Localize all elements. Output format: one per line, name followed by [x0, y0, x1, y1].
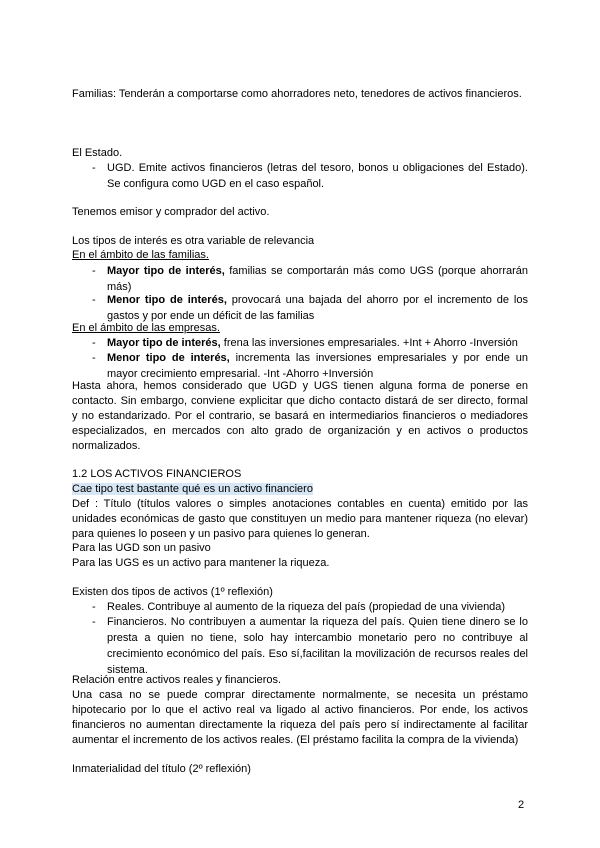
- bold-term: Mayor tipo de interés,: [107, 337, 221, 349]
- bullet-marker: -: [92, 337, 96, 349]
- highlighted-text: Cae tipo test bastante qué es un activo financiero: [72, 483, 313, 495]
- casa-line-4: aumentar el incremento de los activos reales. (El préstamo facilita la compra de la vivienda): [72, 734, 519, 746]
- bold-term: Mayor tipo de interés,: [107, 265, 225, 277]
- ugd-bullet-text: UGD. Emite activos financieros (letras del tesoro, bonos u obligaciones del Estado). Se configura como UGD en el caso español.: [107, 162, 528, 190]
- existen-line: Existen dos tipos de activos (1º reflexión): [72, 586, 273, 598]
- relacion-line: Relación entre activos reales y financieros.: [72, 674, 282, 686]
- hasta-line-5: normalizados.: [72, 440, 141, 452]
- estado-heading: El Estado.: [72, 147, 123, 159]
- bold-term: Menor tipo de interés,: [107, 294, 227, 306]
- fam-mayor-bullet: [107, 263, 528, 295]
- highlight-note: [72, 482, 313, 496]
- hasta-line-3: y no estandarizado. Por el contrario, se basará en intermediarios financieros o mediadores: [72, 410, 528, 422]
- bullet-marker: -: [92, 601, 96, 613]
- casa-line-3: financieros no aumentan directamente la riqueza del país pero sí indirectamente al facilitar: [72, 719, 528, 731]
- financieros-bullet: Financieros. No contribuyen a aumentar la riqueza del país. Quien tiene dinero se lo presta a quien no tiene, solo hay intercambio monetario pero no contribuye al crecimiento económico del país. Eso sí,facilitan la movilización de recursos reales del sistema.: [107, 616, 528, 676]
- definition-line-2: unidades económicas de gasto que constituyen un medio para mantener riqueza (no elevar): [72, 513, 528, 525]
- ambito-empresas-heading: En el ámbito de las empresas.: [72, 322, 220, 334]
- bullet-marker: -: [92, 616, 96, 628]
- inmaterialidad-line: Inmaterialidad del título (2º reflexión): [72, 763, 251, 775]
- page-number: 2: [518, 799, 525, 811]
- hasta-line-2: contacto. Sin embargo, conviene explicitar que dicho contacto distará de ser directo, formal: [72, 395, 528, 407]
- bullet-text: familias se comportarán más como UGS (porque ahorrarán más): [107, 265, 528, 293]
- bullet-marker: -: [92, 162, 96, 174]
- bullet-text: incrementa las inversiones empresariales y por ende un mayor crecimiento empresarial. -Int -Ahorro +Inversión: [107, 352, 528, 380]
- fam-menor-bullet: [107, 292, 528, 324]
- bullet-marker: -: [92, 265, 96, 277]
- emp-menor-bullet: [107, 350, 528, 382]
- bullet-marker: -: [92, 294, 96, 306]
- bullet-text: frena las inversiones empresariales. +Int + Ahorro -Inversión: [220, 337, 518, 349]
- hasta-line-1: Hasta ahora, hemos considerado que UGD y UGS tienen alguna forma de ponerse en: [72, 380, 528, 392]
- ugs-line: Para las UGS es un activo para mantener la riqueza.: [72, 557, 330, 569]
- familias-line: Familias: Tenderán a comportarse como ahorradores neto, tenedores de activos financieros.: [72, 88, 522, 100]
- definition-line-1: Def : Título (títulos valores o simples anotaciones contables en cuenta) emitido por las: [72, 498, 528, 510]
- section-heading: 1.2 LOS ACTIVOS FINANCIEROS: [72, 468, 242, 480]
- bold-term: Menor tipo de interés,: [107, 352, 230, 364]
- ambito-familias-heading: En el ámbito de las familias.: [72, 249, 209, 261]
- reales-bullet: Reales. Contribuye al aumento de la riqueza del país (propiedad de una vivienda): [107, 601, 506, 613]
- emp-mayor-bullet: [107, 335, 528, 351]
- bullet-text: provocará una bajada del ahorro por el incremento de los gastos y por ende un déficit de las familias: [107, 294, 528, 322]
- ugd-line: Para las UGD son un pasivo: [72, 542, 211, 554]
- definition-line-3: para quienes lo poseen y un pasivo para quienes lo generan.: [72, 528, 370, 540]
- tipos-interes-line: Los tipos de interés es otra variable de relevancia: [72, 235, 315, 247]
- tenemos-line: Tenemos emisor y comprador del activo.: [72, 206, 270, 218]
- bullet-marker: -: [92, 352, 96, 364]
- hasta-line-4: especializados, en mercados con alto grado de organización y en activos o productos: [72, 425, 528, 437]
- casa-line-1: Una casa no se puede comprar directamente normalmente, se necesita un préstamo: [72, 689, 528, 701]
- casa-line-2: hipotecario por lo que el activo real va ligado al activo financieros. Por ende, los activos: [72, 704, 528, 716]
